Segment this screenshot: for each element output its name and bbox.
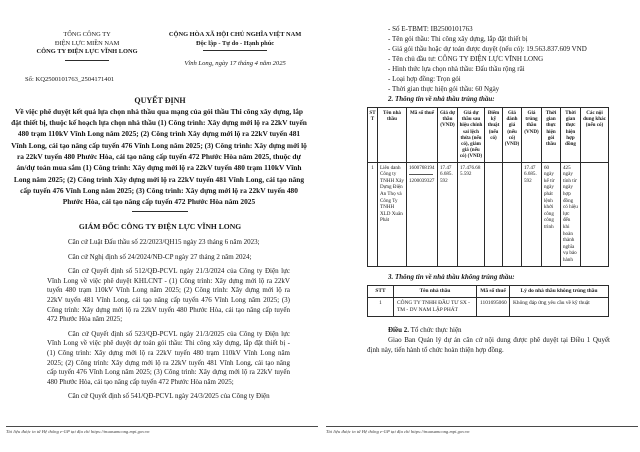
- issuing-org-block: [20, 31, 154, 69]
- cell-winning-price: 17.476.685.592: [522, 162, 542, 266]
- dateline: Vĩnh Long, ngày 17 tháng 4 năm 2025: [184, 60, 286, 68]
- info-line: - Tên chủ đầu tư: CÔNG TY ĐIỆN LỰC VĨNH LONG: [388, 55, 544, 63]
- national-motto-line1: CỘNG HÒA XÃ HỘI CHỦ NGHĨA VIỆT NAM: [168, 31, 302, 38]
- info-line: - Loại hợp đồng: Trọn gói: [388, 75, 461, 83]
- col-header-bid-price: Giá dự thầu (VND): [438, 108, 458, 163]
- org-underline: [65, 60, 109, 61]
- page-title: QUYẾT ĐỊNH: [134, 95, 186, 105]
- cell-contractor: CÔNG TY TNHH ĐẦU TƯ SX - TM - DV NAM LẬP PHÁT: [394, 297, 477, 316]
- info-line: - Tên gói thầu: Thi công xây dựng, lắp đặt thiết bị: [388, 35, 528, 43]
- col-header-evaluated-price: Giá đánh giá (nếu có) (VND): [503, 108, 522, 163]
- legal-basis-paragraph: Căn cứ Luật Đấu thầu số 22/2023/QH15 ngày 23 tháng 6 năm 2023;: [68, 238, 260, 247]
- col-header-stt: STT: [368, 285, 394, 297]
- decision-subtitle: Về việc phê duyệt kết quả lựa chọn nhà thầu qua mạng của gói thầu Thi công xây dựng, lắp đặt thiết bị, thuộc kế hoạch lựa chọn nhà thầu (1) Công trình: Xây dựng mới lộ ra 22kV tuyến 480 trạm 110kV Vĩnh Long năm 2025; (2) Công trình Xây dựng mới lộ ra 22kV tuyến 481 Vĩnh Long, cải tạo nâng cấp tuyến 476 Vĩnh Long năm 2025; (3) Công trình: Xây dựng mới lộ ra 22kV tuyến 480 Phước Hòa, cải tạo nâng cấp tuyến 472 Phước Hòa năm 2025, thuộc dự án/dự toán mua sắm (1) Công trình: Xây dựng mới lộ ra 22kV tuyến 480 trạm 110kV Vĩnh Long năm 2025; (2) Công trình Xây dựng mới lộ ra 22kV tuyến 481 Vĩnh Long, cải tạo nâng cấp tuyến 476 Vĩnh Long năm 2025; (3) Công trình: Xây dựng mới lộ ra 22kV tuyến 480 Phước Hòa, cải tạo nâng cấp tuyến 472 Phước Hòa năm 2025: [11, 106, 307, 207]
- col-header-contractor: Tên nhà thầu: [394, 285, 477, 297]
- footer-rule: [6, 426, 318, 427]
- cell-tax-ids: [407, 162, 438, 266]
- article-2-heading: [388, 325, 620, 335]
- title-underline: [132, 211, 188, 212]
- legal-basis-paragraph: Căn cứ Nghị định số 24/2024/NĐ-CP ngày 27 tháng 2 năm 2024;: [68, 252, 252, 261]
- winning-bidder-table: [367, 107, 609, 267]
- page-2: [320, 0, 640, 452]
- loser-table-header-row: [368, 285, 609, 297]
- national-header-block: [158, 31, 312, 69]
- national-motto-line2: Độc lập - Tự do - Hạnh phúc: [196, 39, 275, 47]
- col-header-other: Các nội dung khác (nếu có): [581, 108, 609, 163]
- document-header: [0, 0, 320, 69]
- cell-tax-id: 1101695060: [477, 297, 510, 316]
- col-header-contractor: Tên nhà thầu: [378, 108, 407, 163]
- cell-contractor: Liên danh Công ty TNHH Xây Dựng Điện An Thọ và Công Ty TNHH XLD Xuân Phát: [378, 162, 407, 266]
- info-line: - Số E-TBMT: IB2500101763: [388, 25, 473, 33]
- article-2-title: Tổ chức thực hiện: [410, 325, 462, 334]
- col-header-stt: STT: [368, 108, 378, 163]
- loser-table-row: [368, 297, 609, 316]
- document-number: Số: KQ2500101763_2504171401: [25, 75, 115, 83]
- package-info-list: [388, 24, 620, 94]
- article-2-body: Giao Ban Quản lý dự án căn cứ nội dung được phê duyệt tại Điều 1 Quyết định này, tiến hành tổ chức hoàn thiện hợp đồng.: [367, 335, 610, 354]
- director-heading: GIÁM ĐỐC CÔNG TY ĐIỆN LỰC VĨNH LONG: [78, 222, 242, 232]
- legal-basis-paragraph: Căn cứ Quyết định số 512/QĐ-PCVL ngày 21/3/2024 của Công ty Điện lực Vĩnh Long về việc phê duyệt KHLCNT - (1) Công trình: Xây dựng mới lộ ra 22kV tuyến 480 trạm 110kV Vĩnh Long năm 2025; (2) Công trình: Xây dựng mới lộ ra 22kV tuyến 481 Vĩnh Long, cải tạo nâng cấp tuyến 476 Vĩnh Long năm 2025; (3) Công trình: Xây dựng mới lộ ra 22kV tuyến 480 Phước Hòa, cải tạo nâng cấp tuyến 472 Phước Hòa năm 2025;: [47, 266, 290, 324]
- col-header-winning-price: Giá trúng thầu (VND): [522, 108, 542, 163]
- col-header-package-duration: Thời gian thực hiện gói thầu: [542, 108, 561, 163]
- cell-stt: 1: [368, 297, 394, 316]
- footer-note: Tài liệu được in từ Hệ thống e-GP tại địa chỉ https://muasamcong.mpi.gov.vn: [6, 429, 150, 434]
- tax-id-2: 1200039327: [409, 178, 435, 185]
- cell-evaluated-price: [503, 162, 522, 266]
- org-parent-line1: TỔNG CÔNG TY: [63, 31, 111, 38]
- cell-other: [581, 162, 609, 266]
- page-footer: [326, 426, 638, 434]
- col-header-adjusted-price: Giá dự thầu sau hiệu chỉnh sai lệch thừa (nếu có), giảm giá (nếu có) (VND): [458, 108, 485, 163]
- article-2-label: Điều 2.: [388, 325, 409, 334]
- info-line: - Thời gian thực hiện gói thầu: 60 Ngày: [388, 85, 500, 93]
- section-2-heading: 2. Thông tin về nhà thầu trúng thầu:: [388, 95, 495, 103]
- cell-package-duration: 60 ngày kể từ ngày phát lệnh khởi công công trình: [542, 162, 561, 266]
- footer-rule: [326, 426, 638, 427]
- cell-bid-price: 17.476.685.592: [438, 162, 458, 266]
- cell-technical-score: [485, 162, 503, 266]
- section-3-heading: 3. Thông tin về nhà thầu không trúng thầu:: [388, 272, 515, 281]
- winner-table-row: [368, 162, 609, 266]
- cell-contract-duration: 425 ngày tính từ ngày hợp đồng có hiệu lực đến khi hoàn thành nghĩa vụ bảo hành: [561, 162, 581, 266]
- col-header-technical-score: Điểm kỹ thuật (nếu có): [485, 108, 503, 163]
- legal-basis-paragraph: Căn cứ Quyết định số 523/QĐ-PCVL ngày 21/3/2025 của Công ty Điện lực Vĩnh Long về việc phê duyệt dự toán gói thầu: Thi công xây dựng, lắp đặt thiết bị - (1) Công trình: Xây dựng mới lộ ra 22kV tuyến 480 trạm 110kV Vĩnh Long năm 2025; (2) Công trình: Xây dựng mới lộ ra 22kV tuyến 481 Vĩnh Long, cải tạo nâng cấp tuyến 476 Vĩnh Long năm 2025; (3) Công trình: Xây dựng mới lộ ra 22kV tuyến 480 Phước Hòa, cải tạo nâng cấp tuyến 472 Phước Hòa năm 2025;: [47, 329, 290, 387]
- cell-stt: 1: [368, 162, 378, 266]
- info-line: - Hình thức lựa chọn nhà thầu: Đấu thầu rộng rãi: [388, 65, 525, 73]
- col-header-tax-id: Mã số thuế: [407, 108, 438, 163]
- winner-table-header-row: [368, 108, 609, 163]
- legal-basis-paragraph: Căn cứ Quyết định số 541/QĐ-PCVL ngày 24/3/2025 của Công ty Điện: [68, 392, 270, 401]
- losing-bidder-table: [367, 285, 609, 317]
- footer-note: Tài liệu được in từ Hệ thống e-GP tại địa chỉ https://muasamcong.mpi.gov.vn: [326, 429, 470, 434]
- tax-id-1: 1600768194: [409, 164, 435, 171]
- cell-reason: Không đáp ứng yêu cầu về kỹ thuật: [510, 297, 609, 316]
- col-header-contract-duration: Thời gian thực hiện hợp đồng: [561, 108, 581, 163]
- col-header-reason: Lý do nhà thầu không trúng thầu: [510, 285, 609, 297]
- cell-adjusted-price: 17.476.685.592: [458, 162, 485, 266]
- info-line: - Giá gói thầu hoặc dự toán được duyệt (nếu có): 19.563.837.609 VND: [388, 45, 587, 53]
- page-footer: [6, 426, 318, 434]
- col-header-tax-id: Mã số thuế: [477, 285, 510, 297]
- motto-underline: [203, 50, 267, 51]
- org-parent-line2: ĐIỆN LỰC MIỀN NAM: [54, 39, 120, 47]
- tax-id-divider: [409, 174, 433, 175]
- org-name: CÔNG TY ĐIỆN LỰC VĨNH LONG: [36, 48, 138, 56]
